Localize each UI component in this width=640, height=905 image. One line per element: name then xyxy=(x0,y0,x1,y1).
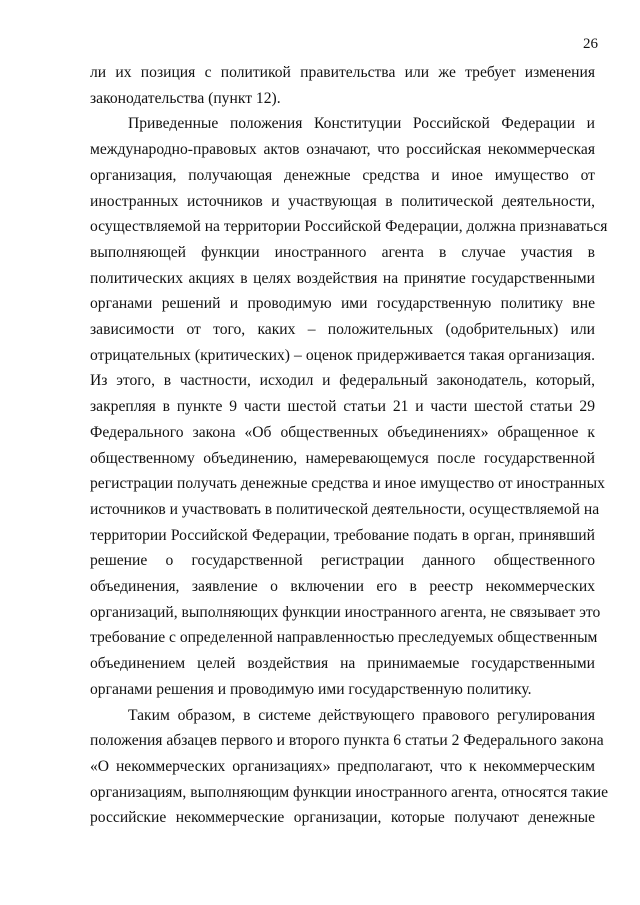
text-line: закрепляя в пункте 9 части шестой статьи 21 и части шестой статьи 29 xyxy=(90,398,595,416)
text-line: политических акциях в целях воздействия на принятие государственными xyxy=(90,269,595,287)
text-line: выполняющей функции иностранного агента в случае участия в xyxy=(90,243,595,261)
document-body xyxy=(90,60,609,831)
text-line: положения абзацев первого и второго пункта 6 статьи 2 Федерального закона xyxy=(90,732,604,750)
text-line: «О некоммерческих организациях» предполагают, что к некоммерческим xyxy=(90,757,595,775)
text-line: Приведенные положения Конституции Российской Федерации и xyxy=(128,115,595,133)
text-line: регистрации получать денежные средства и иное имущество от иностранных xyxy=(90,475,605,493)
text-line: общественному объединению, намеревающемуся после государственной xyxy=(90,449,595,467)
text-line: Из этого, в частности, исходил и федеральный законодатель, который, xyxy=(90,372,595,390)
text-line: организация, получающая денежные средства и иное имущество от xyxy=(90,166,595,184)
text-line: международно-правовых актов означают, что российская некоммерческая xyxy=(90,141,595,159)
text-line: осуществляемой на территории Российской Федерации, должна признаваться xyxy=(90,218,608,236)
text-line: требование с определенной направленностью преследуемых общественным xyxy=(90,629,598,647)
paragraph-2 xyxy=(90,111,608,702)
text-line: российские некоммерческие организации, которые получают денежные xyxy=(90,809,595,827)
paragraph-1 xyxy=(90,60,595,111)
page-number: 26 xyxy=(583,36,598,52)
text-line: Федерального закона «Об общественных объединениях» обращенное к xyxy=(90,423,595,441)
text-line: ли их позиция с политикой правительства или же требует изменения xyxy=(90,64,595,81)
text-line: организациям, выполняющим функции иностранного агента, относятся такие xyxy=(90,783,609,801)
text-line: территории Российской Федерации, требование подать в орган, принявший xyxy=(90,526,595,544)
text-line: законодательства (пункт 12). xyxy=(90,89,281,107)
paragraph-3 xyxy=(90,703,609,832)
text-line: иностранных источников и участвующая в политической деятельности, xyxy=(90,192,595,210)
text-line: объединения, заявление о включении его в реестр некоммерческих xyxy=(90,578,595,596)
text-line: решение о государственной регистрации данного общественного xyxy=(90,552,595,570)
text-line: объединением целей воздействия на принимаемые государственными xyxy=(90,655,595,673)
text-line: органами решений и проводимую ими государственную политику вне xyxy=(90,295,595,313)
text-line: зависимости от того, каких – положительных (одобрительных) или xyxy=(90,321,595,339)
text-line: организаций, выполняющих функции иностранного агента, не связывает это xyxy=(90,603,601,621)
text-line: отрицательных (критических) – оценок придерживается такая организация. xyxy=(90,346,595,364)
text-line: источников и участвовать в политической деятельности, осуществляемой на xyxy=(90,500,600,518)
text-line: Таким образом, в системе действующего правового регулирования xyxy=(128,706,595,724)
text-line: органами решения и проводимую ими государственную политику. xyxy=(90,680,532,698)
